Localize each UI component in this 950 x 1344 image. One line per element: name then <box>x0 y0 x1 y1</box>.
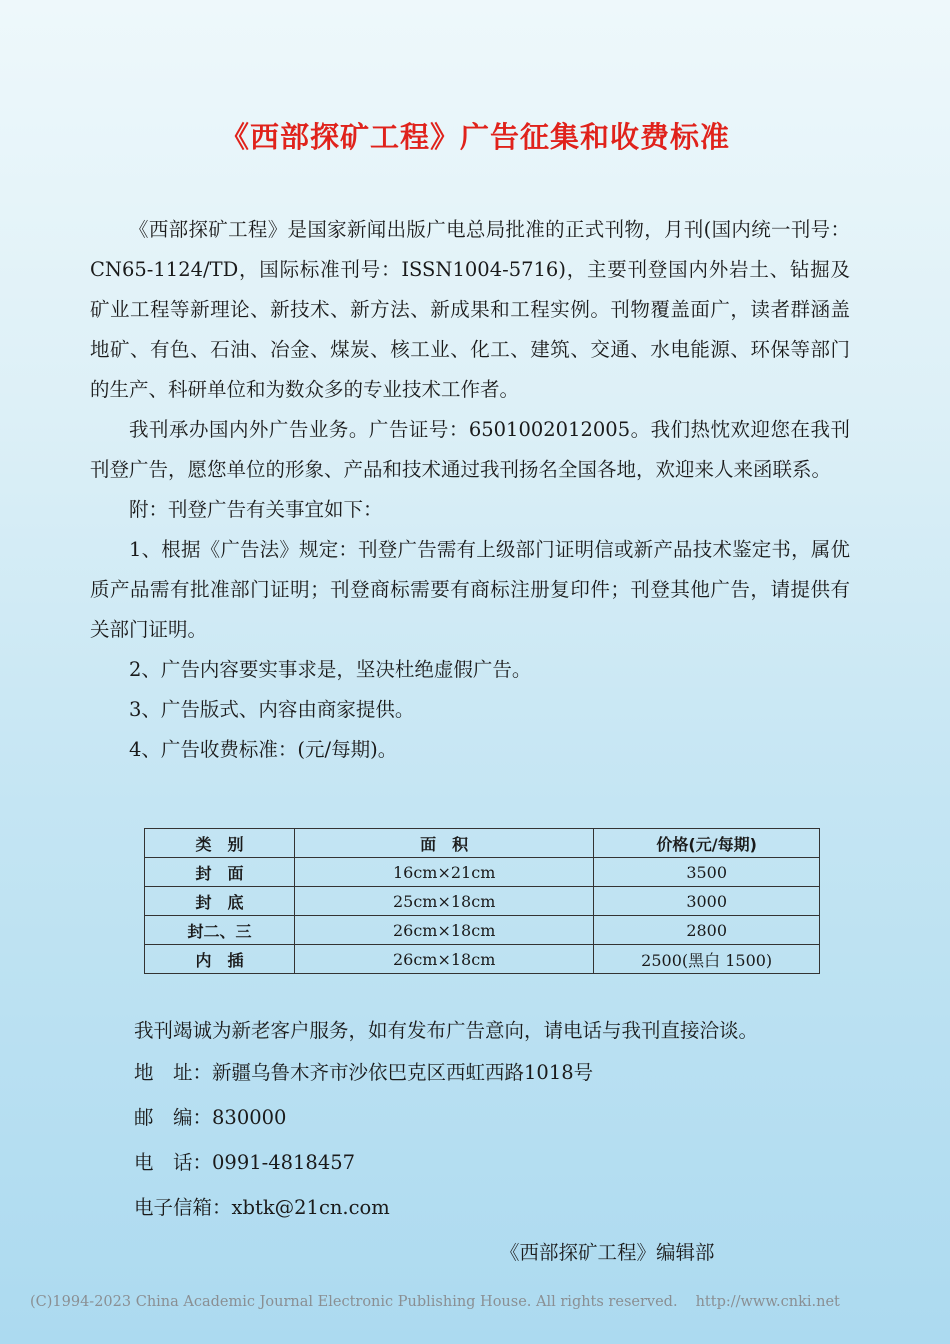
page-title: 《西部探矿工程》广告征集和收费标准 <box>219 120 730 154</box>
editorial-signature: 《西部探矿工程》编辑部 <box>500 1241 715 1264</box>
business-paragraph: 我刊承办国内外广告业务。广告证号：6501002012005。我们热忱欢迎您在我刊刊登广告，愿您单位的形象、产品和技术通过我刊扬名全国各地，欢迎来人来函联系。 <box>90 418 850 481</box>
intro-paragraph: 《西部探矿工程》是国家新闻出版广电总局批准的正式刊物，月刊(国内统一刊号：CN65-1124/TD，国际标准刊号：ISSN1004-5716)，主要刊登国内外岩土、钻掘及矿业工程等新理论、新技术、新方法、新成果和工程实例。刊物覆盖面广，读者群涵盖地矿、有色、石油、冶金、煤炭、核工业、化工、建筑、交通、水电能源、环保等部门的生产、科研单位和为数众多的专业技术工作者。 <box>90 218 850 401</box>
table-row <box>145 887 820 916</box>
cell-category: 封二、三 <box>145 916 295 945</box>
cell-category: 封 面 <box>145 858 295 887</box>
rule-item-3: 3、广告版式、内容由商家提供。 <box>129 698 415 721</box>
copyright-text: (C)1994-2023 China Academic Journal Electronic Publishing House. All rights reserved. <box>30 1294 678 1310</box>
cell-price: 2800 <box>594 916 820 945</box>
appendix-heading: 附：刊登广告有关事宜如下： <box>129 498 383 521</box>
cell-category: 内 插 <box>145 945 295 974</box>
cell-price: 3000 <box>594 887 820 916</box>
table-header-row <box>145 829 820 858</box>
rule-item-2: 2、广告内容要实事求是，坚决杜绝虚假广告。 <box>129 658 532 681</box>
copyright-footer <box>30 1294 930 1310</box>
contact-phone: 电 话：0991-4818457 <box>134 1151 356 1174</box>
header-size: 面 积 <box>295 829 594 858</box>
rule-item-4: 4、广告收费标准：(元/每期)。 <box>129 738 398 761</box>
price-table <box>144 828 820 974</box>
contact-postcode: 邮 编：830000 <box>134 1106 287 1129</box>
footer-url[interactable]: http://www.cnki.net <box>695 1294 840 1310</box>
table-row <box>145 858 820 887</box>
contact-lead: 我刊竭诚为新老客户服务，如有发布广告意向，请电话与我刊直接洽谈。 <box>134 1019 759 1042</box>
body-text <box>90 210 850 770</box>
cell-price: 2500(黑白 1500) <box>594 945 820 974</box>
cell-size: 26cm×18cm <box>295 916 594 945</box>
contact-email: 电子信箱：xbtk@21cn.com <box>134 1196 390 1219</box>
contact-block <box>134 1012 854 1234</box>
cell-price: 3500 <box>594 858 820 887</box>
header-price: 价格(元/每期) <box>594 829 820 858</box>
contact-address: 地 址：新疆乌鲁木齐市沙依巴克区西虹西路1018号 <box>134 1061 594 1084</box>
cell-size: 25cm×18cm <box>295 887 594 916</box>
cell-size: 16cm×21cm <box>295 858 594 887</box>
table-row <box>145 945 820 974</box>
header-category: 类 别 <box>145 829 295 858</box>
rule-item-1: 1、根据《广告法》规定：刊登广告需有上级部门证明信或新产品技术鉴定书，属优质产品需有批准部门证明；刊登商标需要有商标注册复印件；刊登其他广告，请提供有关部门证明。 <box>90 538 850 641</box>
cell-category: 封 底 <box>145 887 295 916</box>
table-row <box>145 916 820 945</box>
cell-size: 26cm×18cm <box>295 945 594 974</box>
